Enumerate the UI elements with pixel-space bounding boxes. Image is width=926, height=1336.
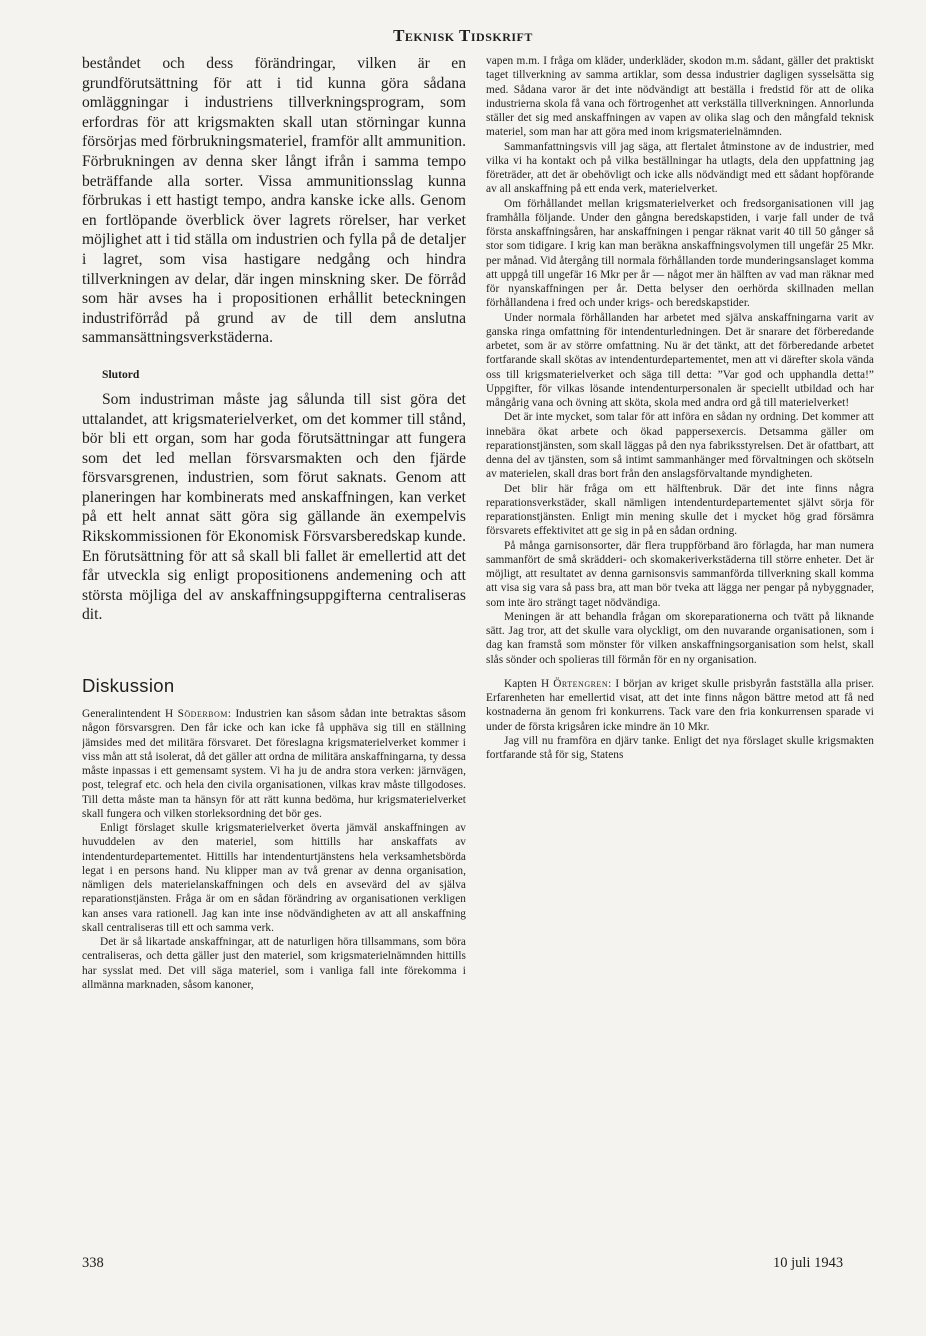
paragraph-right-5: Det är inte mycket, som talar för att införa en sådan ny ordning. Det kommer att innebära ökat arbete och ökad pappersexercis. Detsamma gäller om reparationstjänsten, som skall läggas på den nya fabriksstyrelsen. Det är ofattbart, att denna del av tjänsten, som så intimt sammanhänger med förvaltningen och skötseln av materielen, skall dras bort från den anslagsförvaltande myndigheten. bbox=[486, 411, 874, 481]
speaker-name: Söderbom bbox=[177, 708, 228, 721]
paragraph-gap bbox=[486, 667, 874, 677]
page-number: 338 bbox=[82, 1255, 104, 1271]
paragraph-left-1: beståndet och dess förändringar, vilken är en grundförutsättning för att i tid kunna göra sådana omläggningar i industriens tillverkningsprogram, som erfordras för att krigsmakten skall utan störningar kunna försörjas med förbrukningsmateriel, framför allt ammunition. Förbrukningen av denna sker långt ifrån i samma tempo beträffande alla sorter. Vissa ammunitionsslag kunna förbrukas i ett hastigt tempo, andra kanske icke alls. Genom en fortlöpande överblick över lagrets rörelser, har verket möjlighet att i tid ställa om industrien och fylla på de detaljer i lagret, som visa hastigare nedgång och hindra tillverkningen av delar, där ingen minskning sker. De förråd som här avses ha i propositionen erhållit beteckningen industriförråd på grund av de till dem anslutna sammansättningsverkstäderna. bbox=[82, 55, 466, 347]
paragraph-slutord: Som industriman måste jag sålunda till sist göra det uttalandet, att krigsmaterielverket, om det kommer till stånd, bör bli ett organ, som har goda förutsättningar att fungera som det led mellan försvarsmakten och den fjärde försvarsgrenen, industrien, som förut saknats. Genom att planeringen har kombinerats med anskaffningen, kan verket på ett helt annat sätt göra sig gällande än exempelvis Rikskommissionen för Ekonomisk Försvarsberedskap kunde. En förutsättning för att så skall bli fallet är emellertid att det får utveckla sig enligt propositionens andemening och att största möjliga del av anskaffningsuppgifterna centraliseras dit. bbox=[82, 390, 466, 624]
paragraph-left-s2: Enligt förslaget skulle krigsmaterielverket överta jämväl anskaffningen av huvuddelen av den materiel, som hittills har anskaffats av intendenturdepartementet. Hittills har intendenturtjänstens hela verksamhetsbörda legat i en persons hand. Nu klipper man av två grenar av denna organisation, nämligen dels materielanskaffningen och dels en avsevärd del av själva reparationstjänsten. Fråga är om en sådan förändring av organisationen verkligen kan anses vara rationell. Jag kan inte inse nödvändigheten av att all anskaffning skall centraliseras till ett och samma verk. bbox=[82, 822, 466, 934]
paragraph-right-2: Sammanfattningsvis vill jag säga, att flertalet åtminstone av de industrier, med vilka vi ha kontakt och på vilka beställningar ha utlagts, dela den uppfattning jag företräder, att det är obehövligt och icke alls nödvändigt med ett sådant hopförande av all anskaffning på ett enda verk, materielverket. bbox=[486, 140, 874, 196]
paragraph-right-9: Jag vill nu framföra en djärv tanke. Enligt det nya förslaget skulle krigsmakten fortfarande stå för sig, Statens bbox=[486, 734, 874, 761]
right-column bbox=[486, 54, 874, 1244]
paragraph-right-4: Under normala förhållanden har arbetet med själva anskaffningarna varit av ganska ringa omfattning för intendenturledningen. Det är snarare det förberedande arbetet, som är av större omfattning. Nu är det tänkt, att det förberedande arbetet fortfarande skall skötas av intendenturdepartementet, men att vi därefter skola vända oss till krigsmaterielverket och säga till detta: ”Var god och upphandla detta!” Uppgifter, för vilkas lösande intendenturpersonalen är speciellt utbildad och har mångårig vana och övning att sköta, skola med andra ord gå till materielverket! bbox=[486, 311, 874, 409]
paragraph-right-1: vapen m.m. I fråga om kläder, underkläder, skodon m.m. sådant, gäller det praktiskt taget tillverkning av samma artiklar, som dessa industrier dagligen sysselsätta sig med. Sådana varor är det inte nödvändigt att beställa i fredstid för att de olika industrierna skola få vana och förtrogenhet att verkställa tillverkningen. Annorlunda ställer det sig med anskaffningen av vapen av olika slag och den mångfald teknisk materiel, som man har att göra med inom krigsmaterielnämnden. bbox=[486, 55, 874, 139]
journal-masthead: Teknisk Tidskrift bbox=[393, 26, 533, 45]
paragraph-left-s3: Det är så likartade anskaffningar, att de naturligen höra tillsammans, som böra centraliseras, och detta gäller just den materiel, som krigsmaterielnämnden hittills har sysslat med. Det vill säga materiel, som i vanliga fall inte förekomma i allmänna marknaden, såsom kanoner, bbox=[82, 936, 466, 991]
left-column bbox=[82, 54, 466, 1244]
speech-text: : Industrien kan såsom sådan inte betraktas såsom någon försvarsgren. Den får icke och kan icke få upphäva sig till en ställning jämsides med det militära försvaret. Det föreslagna krigsmaterielverket kommer i viss mån att stå isolerat, då det gäller att ordna de militära anskaffningarna, ty dessa måste inpassas i ett gemensamt system. Vi ha ju de andra stora verken: järnvägen, post, telegraf etc. och hela den civila organisationen, vilkas krav måste tillgodoses. Till detta måste man ta hänsyn för att rätt kunna bedöma, hur krigsmaterielverket skall fungera och vilken storleksordning det bör ges. bbox=[82, 708, 466, 820]
speaker-title: Generalintendent H bbox=[82, 708, 178, 721]
subheading-slutord: Slutord bbox=[102, 367, 140, 381]
speaker-name: Örtengren bbox=[553, 677, 609, 690]
speaker-title: Kapten H bbox=[504, 677, 554, 690]
paragraph-right-8: Meningen är att behandla frågan om skoreparationerna och tvätt på liknande sätt. Jag tror, att det skulle vara olyckligt, om den nuvarande organisationen, som i dag kan framstå som mönster för vilken anskaffningsorganisation som helst, skall slås sönder och spolieras till förmån för en ny organisation. bbox=[486, 610, 874, 666]
speech-soderbom bbox=[82, 707, 466, 821]
paragraph-right-7: På många garnisonsorter, där flera truppförband äro förlagda, har man numera sammanfört de små skrädderi- och skomakeriverkstäderna till större enheter. Det är möjligt, att resultatet av denna garnisonsvis sammanförda tillverkning skall komma att visa sig vara så pass bra, att man bör tveka att lägga ner pengar på nybyggnader, som inte äro strängt taget nödvändiga. bbox=[486, 539, 874, 609]
speech-ortengren bbox=[486, 677, 874, 734]
speech-text: : I början av kriget skulle prisbyrån fastställa alla priser. Erfarenheten har emellertid visat, att det inte finns någon bättre metod att få ned kostnaderna än genom fri konkurrens. Tack vare den fria konkurrensen sparade vi under de första krigsåren icke mindre än 10 Mkr. bbox=[486, 677, 874, 733]
paragraph-right-6: Det blir här fråga om ett hälftenbruk. Där det inte finns några reparationsverkstäder, skall nämligen intendenturdepartementet självt sörja för reparationstjänsten. Enligt min mening skulle det i mycket hög grad försämra försvarets effektivitet att ge sig in på en sådan ordning. bbox=[486, 482, 874, 538]
section-title-diskussion: Diskussion bbox=[82, 675, 175, 697]
paragraph-right-3: Om förhållandet mellan krigsmaterielverket och fredsorganisationen vill jag framhålla följande. Under den gångna beredskapstiden, i varje fall under de två första anskaffningsåren, har anskaffningen i pengar räknat varit 40 till 50 gånger så stor som tidigare. I krig kan man beräkna anskaffningsvolymen till ungefär 25 Mkr. per månad. Vid återgång till normala förhållanden torde munderingsanslaget komma att uppgå till ungefär 16 Mkr per år — något mer än hälften av vad man räknar med för nyanskaffningen per år. Detta belyser den oerhörda skillnaden mellan förhållandena i fred och under krigs- och beredskapstider. bbox=[486, 197, 874, 310]
issue-date: 10 juli 1943 bbox=[773, 1255, 844, 1271]
